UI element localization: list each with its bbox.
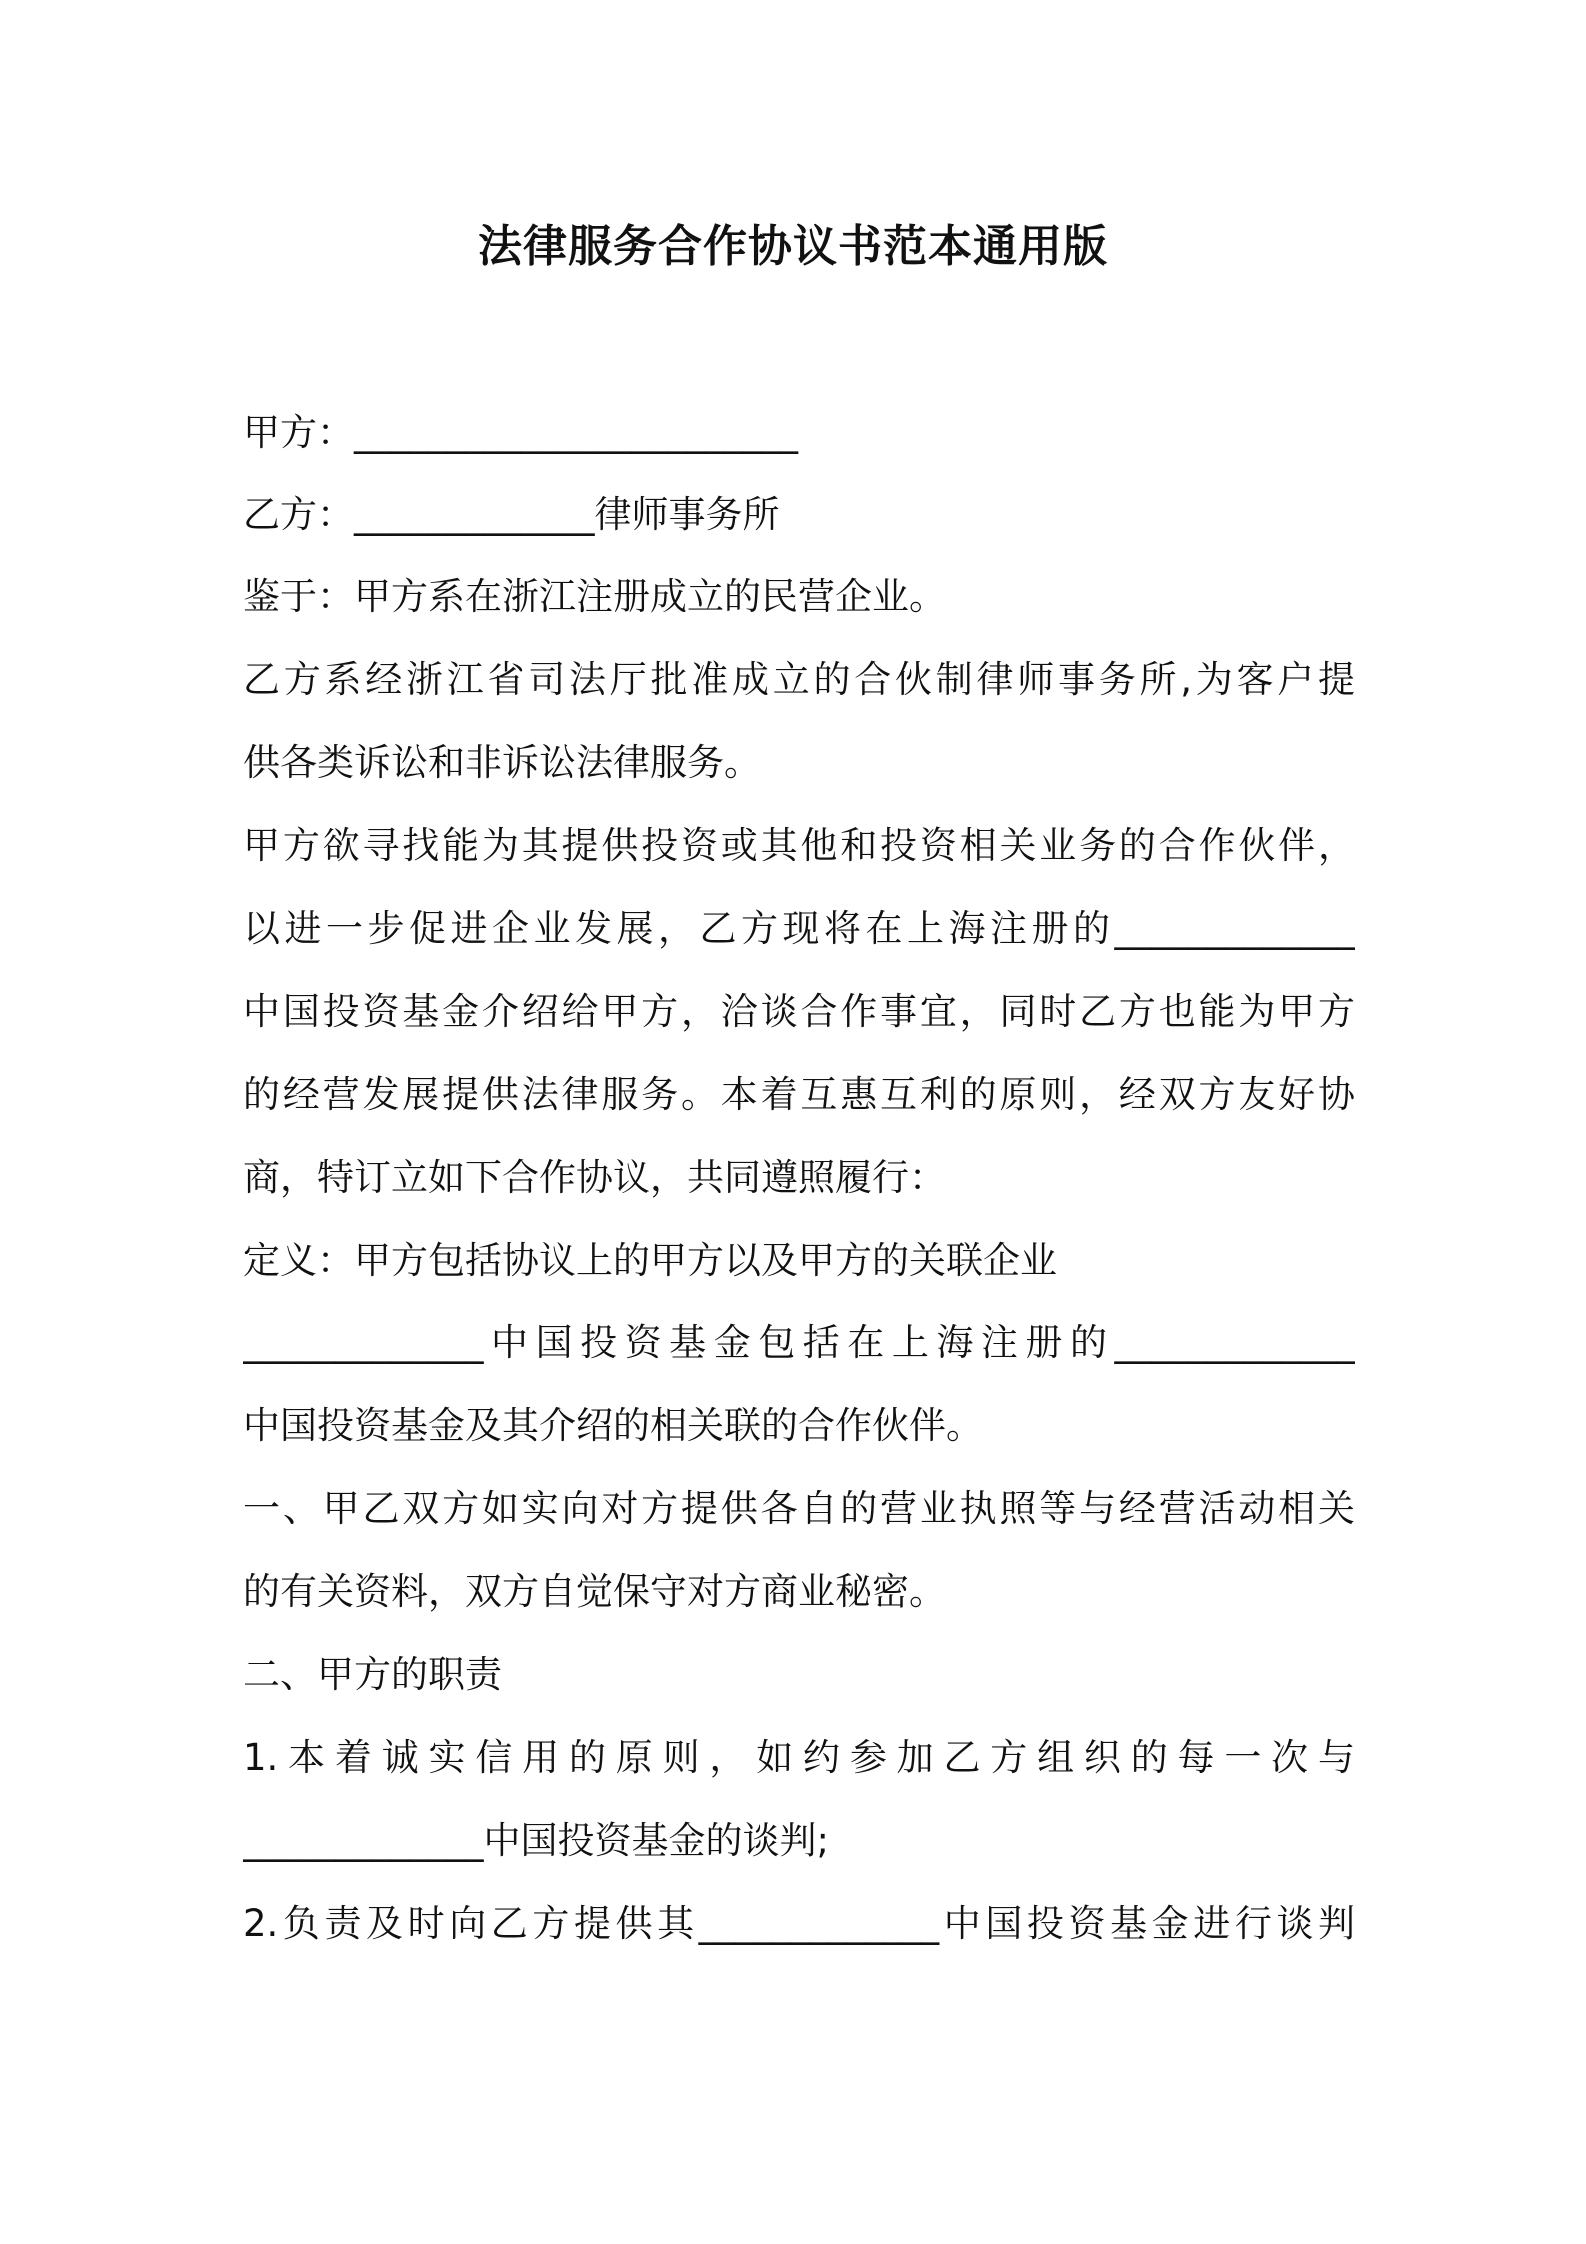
party-b-line: 乙方：_____________律师事务所	[243, 493, 780, 536]
body-line: 的经营发展提供法律服务。本着互惠互利的原则，经双方友好协	[243, 1073, 1355, 1116]
body-line: _____________中国投资基金的谈判;	[243, 1819, 829, 1862]
body-line: 以进一步促进企业发展，乙方现将在上海注册的_____________	[243, 907, 1355, 950]
body-line: 乙方系经浙江省司法厅批准成立的合伙制律师事务所,为客户提	[243, 658, 1355, 701]
party-a-line: 甲方：________________________	[243, 411, 798, 454]
item-one-line: 1.本着诚实信用的原则，如约参加乙方组织的每一次与	[243, 1736, 1355, 1779]
body-line: 甲方欲寻找能为其提供投资或其他和投资相关业务的合作伙伴，	[243, 824, 1355, 867]
body-line: _____________中国投资基金包括在上海注册的_____________	[243, 1321, 1355, 1364]
body-line: 的有关资料，双方自觉保守对方商业秘密。	[243, 1570, 946, 1613]
item-two-line: 2.负责及时向乙方提供其_____________中国投资基金进行谈判	[243, 1902, 1355, 1945]
document-title: 法律服务合作协议书范本通用版	[478, 221, 1108, 272]
body-line: 中国投资基金介绍给甲方，洽谈合作事宜，同时乙方也能为甲方	[243, 990, 1355, 1033]
clause-one-line: 一、甲乙双方如实向对方提供各自的营业执照等与经营活动相关	[243, 1487, 1355, 1530]
body-line: 商，特订立如下合作协议，共同遵照履行：	[243, 1156, 946, 1199]
whereas-line: 鉴于：甲方系在浙江注册成立的民营企业。	[243, 575, 946, 618]
definition-line: 定义：甲方包括协议上的甲方以及甲方的关联企业	[243, 1239, 1057, 1282]
clause-two-heading: 二、甲方的职责	[243, 1653, 502, 1696]
body-line: 中国投资基金及其介绍的相关联的合作伙伴。	[243, 1404, 983, 1447]
body-line: 供各类诉讼和非诉讼法律服务。	[243, 741, 761, 784]
